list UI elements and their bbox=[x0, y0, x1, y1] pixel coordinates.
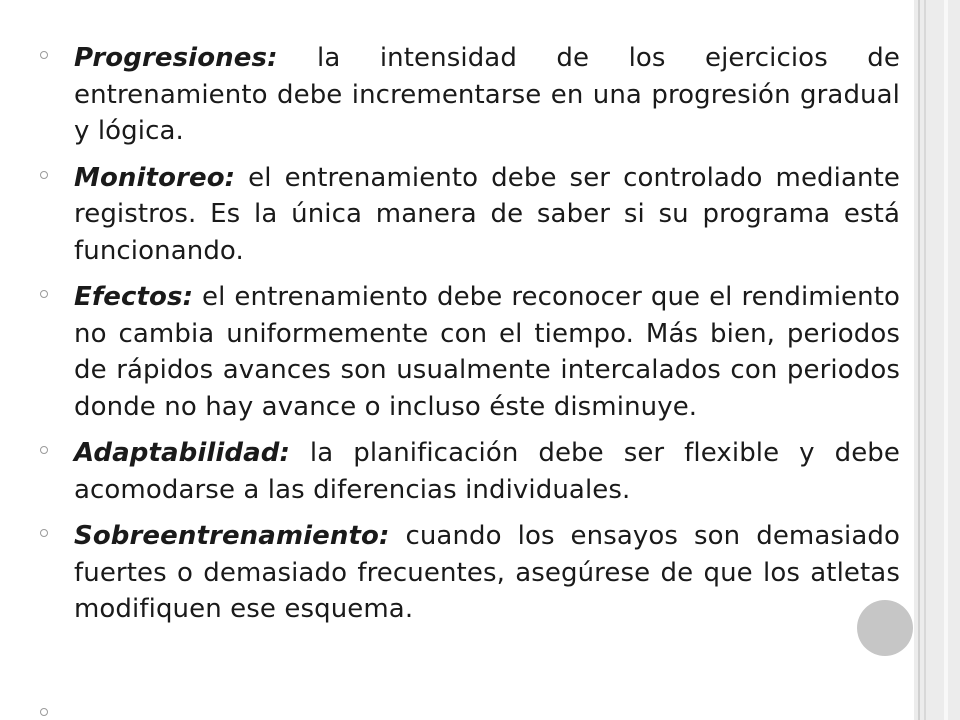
list-item bbox=[0, 160, 900, 270]
bullet-term: Adaptabilidad: bbox=[74, 438, 290, 468]
bullet-term: Progresiones: bbox=[74, 43, 278, 73]
list-item bbox=[0, 40, 900, 150]
bullet-text bbox=[74, 435, 900, 508]
bullet-term: Efectos: bbox=[74, 282, 194, 312]
list-item bbox=[0, 435, 900, 508]
bullet-description: el entrenamiento debe reconocer que el rendimiento no cambia uniformemente con el tiempo. Más bien, periodos de rápidos avances son usualmente intercalados con periodos donde no hay avance o incluso éste disminuye. bbox=[74, 282, 900, 422]
list-item bbox=[0, 279, 900, 425]
bullet-term: Monitoreo: bbox=[74, 162, 236, 193]
list-item bbox=[0, 518, 900, 628]
decorative-side-band bbox=[914, 0, 960, 720]
bullet-list bbox=[0, 40, 900, 638]
bullet-text bbox=[74, 518, 900, 628]
bullet-circle-icon bbox=[40, 290, 48, 298]
bullet-circle-icon bbox=[40, 171, 48, 179]
bullet-circle-icon bbox=[40, 529, 48, 537]
bullet-description: la planificación debe ser flexible y debe acomodarse a las diferencias individuales. bbox=[74, 438, 900, 505]
bullet-circle-icon bbox=[40, 51, 48, 59]
bullet-text bbox=[74, 40, 900, 150]
bullet-circle-icon bbox=[40, 446, 48, 454]
decorative-stripe-line bbox=[918, 0, 920, 720]
empty-bullet-circle-icon bbox=[40, 708, 48, 716]
bullet-text bbox=[74, 279, 900, 425]
bullet-text bbox=[74, 160, 900, 270]
decorative-stripe-line bbox=[944, 0, 948, 720]
bullet-description: el entrenamiento debe ser controlado mediante registros. Es la única manera de saber si su programa está funcionando. bbox=[74, 162, 900, 266]
bullet-description: la intensidad de los ejercicios de entrenamiento debe incrementarse en una progresión gradual y lógica. bbox=[74, 43, 900, 146]
decorative-stripe-line bbox=[924, 0, 926, 720]
bullet-term: Sobreentrenamiento: bbox=[74, 521, 390, 551]
bullet-description: cuando los ensayos son demasiado fuertes o demasiado frecuentes, asegúrese de que los atletas modifiquen ese esquema. bbox=[74, 521, 900, 624]
